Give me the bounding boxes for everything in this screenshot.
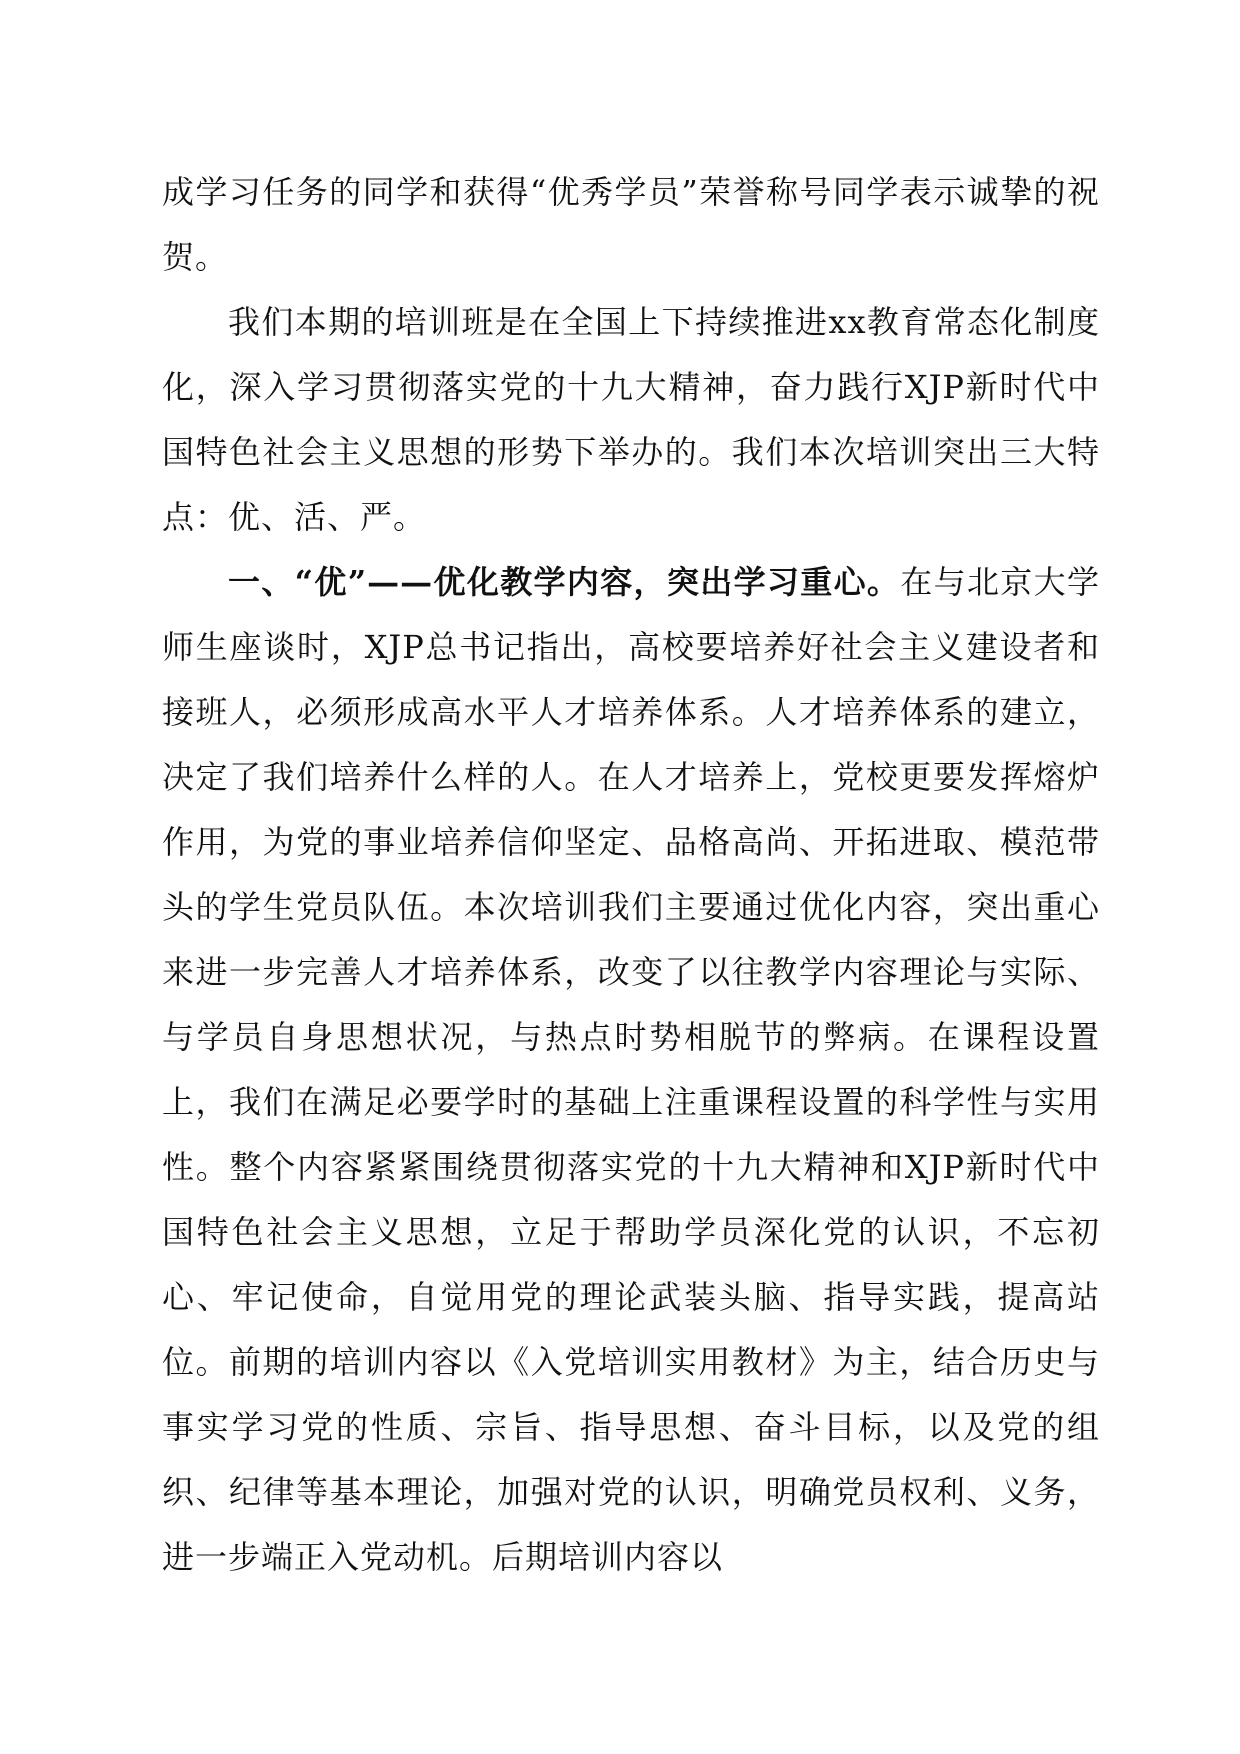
paragraph-text: 成学习任务的同学和获得“优秀学员”荣誉称号同学表示诚挚的祝贺。 — [162, 173, 1100, 276]
paragraph-text: 在与北京大学师生座谈时，XJP总书记指出，高校要培养好社会主义建设者和接班人，必须形成高水平人才培养体系。人才培养体系的建立，决定了我们培养什么样的人。在人才培养上，党校更要发挥熔炉作用，为党的事业培养信仰坚定、品格高尚、开拓进取、模范带头的学生党员队伍。本次培训我们主要通过优化内容，突出重心来进一步完善人才培养体系，改变了以往教学内容理论与实际、与学员自身思想状况，与热点时势相脱节的弊病。在课程设置上，我们在满足必要学时的基础上注重课程设置的科学性与实用性。整个内容紧紧围绕贯彻落实党的十九大精神和XJP新时代中国特色社会主义思想，立足于帮助学员深化党的认识，不忘初心、牢记使命，自觉用党的理论武装头脑、指导实践，提高站位。前期的培训内容以《入党培训实用教材》为主，结合历史与事实学习党的性质、宗旨、指导思想、奋斗目标，以及党的组织、纪律等基本理论，加强对党的认识，明确党员权利、义务，进一步端正入党动机。后期培训内容以 — [162, 563, 1100, 1576]
paragraph-continuation — [162, 160, 1100, 290]
body-text — [162, 160, 1100, 1590]
paragraph-intro — [162, 290, 1100, 550]
paragraph-section-one — [162, 550, 1100, 1590]
section-heading: 一、“优”——优化教学内容，突出学习重心。 — [228, 563, 901, 601]
paragraph-text: 我们本期的培训班是在全国上下持续推进xx教育常态化制度化，深入学习贯彻落实党的十九大精神，奋力践行XJP新时代中国特色社会主义思想的形势下举办的。我们本次培训突出三大特点：优、活、严。 — [162, 303, 1100, 536]
